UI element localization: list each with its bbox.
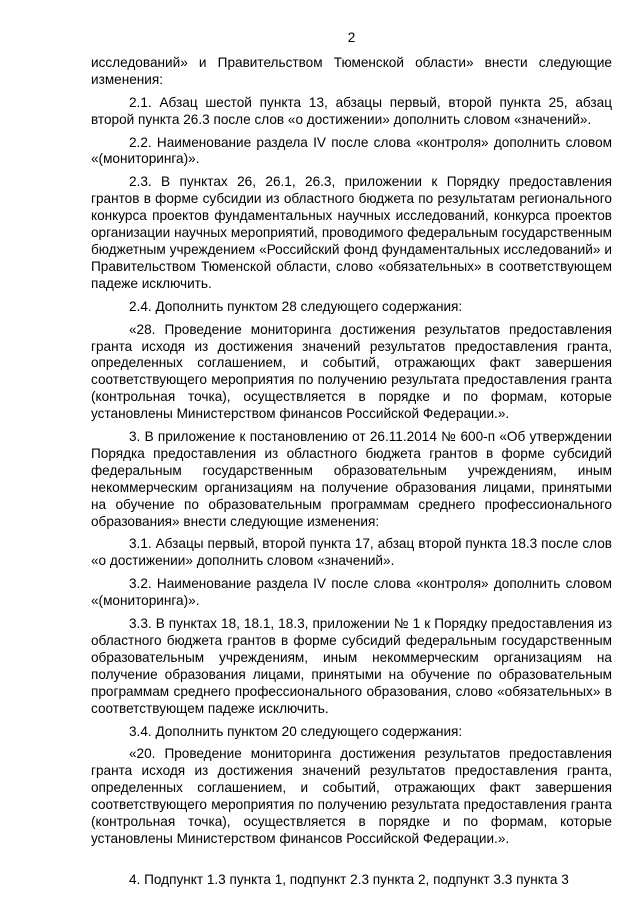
paragraph-2-2: 2.2. Наименование раздела IV после слова «контроля» дополнить словом «(мониторинга)». — [91, 134, 612, 167]
paragraph-3: 3. В приложение к постановлению от 26.11.2014 № 600-п «Об утверждении Порядка предоставления из областного бюджета грантов в форме субсидий федеральным государственным образовательным учреждениям, иным некоммерческим организациям на получение образования лицами, принятыми на обучение по образовательным программам среднего профессионального образования» внести следующие изменения: — [91, 429, 612, 529]
paragraph-continuation: исследований» и Правительством Тюменской области» внести следующие изменения: — [91, 54, 612, 87]
paragraph-2-3: 2.3. В пунктах 26, 26.1, 26.3, приложении к Порядку предоставления грантов в форме субсидии из областного бюджета по результатам регионального конкурса проектов фундаментальных научных исследований, конкурса проектов организации научных мероприятий, проводимого федеральным государственным бюджетным учреждением «Российский фонд фундаментальных исследований» и Правительством Тюменской области, слово «обязательных» в соответствующем падеже исключить. — [91, 174, 612, 291]
paragraph-2-1: 2.1. Абзац шестой пункта 13, абзацы первый, второй пункта 25, абзац второй пункта 26.3 после слов «о достижении» дополнить словом «значений». — [91, 94, 612, 127]
page-number: 2 — [347, 30, 356, 45]
paragraph-3-2: 3.2. Наименование раздела IV после слова «контроля» дополнить словом «(мониторинга)». — [91, 576, 612, 609]
paragraph-3-3: 3.3. В пунктах 18, 18.1, 18.3, приложении № 1 к Порядку предоставления из областного бюджета грантов в форме субсидий федеральным государственным образовательным учреждениям, иным некоммерческим организациям на получение образования лицами, принятыми на обучение по образовательным программам среднего профессионального образования, слово «обязательных» в соответствующем падеже исключить. — [91, 616, 612, 716]
paragraph-2-4: 2.4. Дополнить пунктом 28 следующего содержания: — [129, 298, 463, 314]
paragraph-item-28: «28. Проведение мониторинга достижения результатов предоставления гранта исходя из достижения значений результатов предоставления гранта, определенных соглашением, и событий, отражающих факт завершения соответствующего мероприятия по получению результата предоставления гранта (контрольная точка), осуществляется в порядке и по формам, которые установлены Министерством финансов Российской Федерации.». — [91, 321, 612, 422]
paragraph-4: 4. Подпункт 1.3 пункта 1, подпункт 2.3 пункта 2, подпункт 3.3 пункта 3 — [129, 871, 569, 887]
paragraph-3-4: 3.4. Дополнить пунктом 20 следующего содержания: — [129, 723, 463, 739]
paragraph-item-20: «20. Проведение мониторинга достижения результатов предоставления гранта исходя из достижения значений результатов предоставления гранта, определенных соглашением, и событий, отражающих факт завершения соответствующего мероприятия по получению результата предоставления гранта (контрольная точка), осуществляется в порядке и по формам, которые установлены Министерством финансов Российской Федерации.». — [91, 746, 612, 846]
paragraph-3-1: 3.1. Абзацы первый, второй пункта 17, абзац второй пункта 18.3 после слов «о достижении» дополнить словом «значений». — [91, 536, 612, 569]
